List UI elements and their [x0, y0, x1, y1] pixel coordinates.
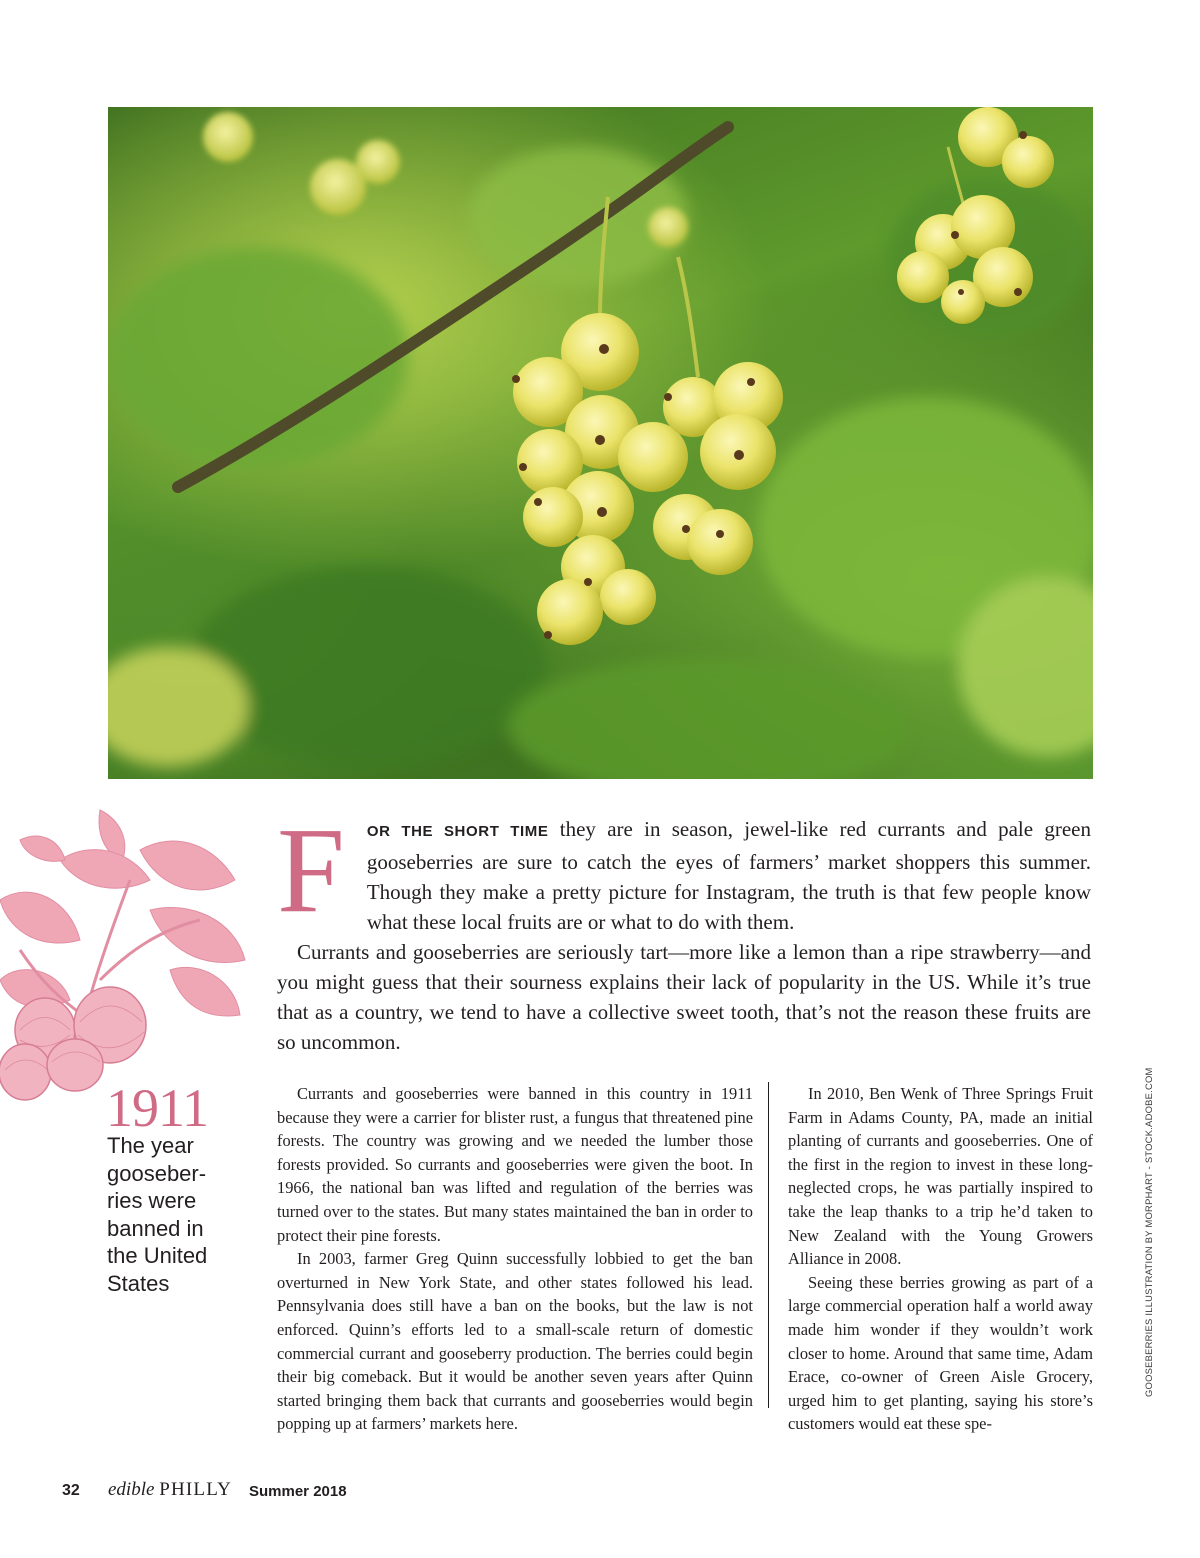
- brand-city: PHILLY: [159, 1479, 233, 1500]
- stat-number: 1911: [106, 1078, 208, 1138]
- illustration-credit-text: GOOSEBERRIES ILLUSTRATION BY MORPHART - STOCK.ADOBE.COM: [1143, 1067, 1154, 1397]
- body-paragraph: Currants and gooseberries were banned in this country in 1911 because they were a carrier for blister rust, a fungus that threatened pine forests. The country was growing and we needed the lumber those forests provided. So currants and gooseberries were given the boot. In 1966, the national ban was lifted and regulation of the berries was turned over to the states. But many states maintained the ban in order to protect their pine forests.: [277, 1084, 753, 1245]
- illustration-credit: [1135, 1067, 1155, 1397]
- intro-text: [277, 803, 1091, 1057]
- column-divider: [768, 1082, 769, 1408]
- body-column-2: [788, 1082, 1093, 1436]
- intro-paragraph-2: Currants and gooseberries are seriously tart—more like a lemon than a ripe strawberry—and you might guess that their sourness explains their lack of popularity in the US. While it’s true that as a country, we tend to have a collective sweet tooth, that’s not the reason these fruits are so uncommon.: [277, 940, 1091, 1054]
- lead-in-caps: OR THE SHORT TIME: [366, 823, 549, 840]
- gooseberry-illustration: [0, 800, 250, 1110]
- brand-edible: edible: [108, 1479, 155, 1500]
- body-paragraph: Seeing these berries growing as part of a large commercial operation half a world away made him wonder if they wouldn’t work closer to home. Around that same time, Adam Erace, co-owner of Green Aisle Grocery, urged him to get planting, saying his store’s customers would eat these spe-: [788, 1272, 1093, 1434]
- page-number: 32: [62, 1482, 80, 1499]
- drop-cap: F: [277, 803, 345, 938]
- body-paragraph: In 2003, farmer Greg Quinn successfully lobbied to get the ban overturned in New York State, and other states followed his lead. Pennsylvania does still have a ban on the books, but the law is not enforced. Quinn’s efforts led to a small-scale return of domestic commercial currant and gooseberry production. The berries could begin their big comeback. But it would be another seven years after Quinn started bringing them back that currants and gooseberries would begin popping up at farmers’ markets here.: [277, 1249, 753, 1434]
- issue-date: Summer 2018: [249, 1483, 347, 1500]
- body-paragraph: In 2010, Ben Wenk of Three Springs Fruit Farm in Adams County, PA, made an initial planting of currants and gooseberries. One of the first in the region to invest in these long-neglected crops, he was partially inspired to take the leap thanks to a trip he’d taken to New Zealand with the Young Growers Alliance in 2008.: [788, 1084, 1093, 1269]
- stat-caption: The year gooseber-ries were banned in the United States: [107, 1133, 208, 1296]
- magazine-brand: [108, 1479, 232, 1501]
- gooseberries-photo: [108, 107, 1093, 779]
- body-column-1: [277, 1082, 753, 1436]
- intro-paragraph-1: [277, 803, 1091, 938]
- intro-paragraph-1-text: they are in season, jewel-like red currants and pale green gooseberries are sure to catch the eyes of farmers’ market shoppers this summer. Though they make a pretty picture for Instagram, the truth is that few people know what these local fruits are or what to do with them.: [366, 817, 1091, 934]
